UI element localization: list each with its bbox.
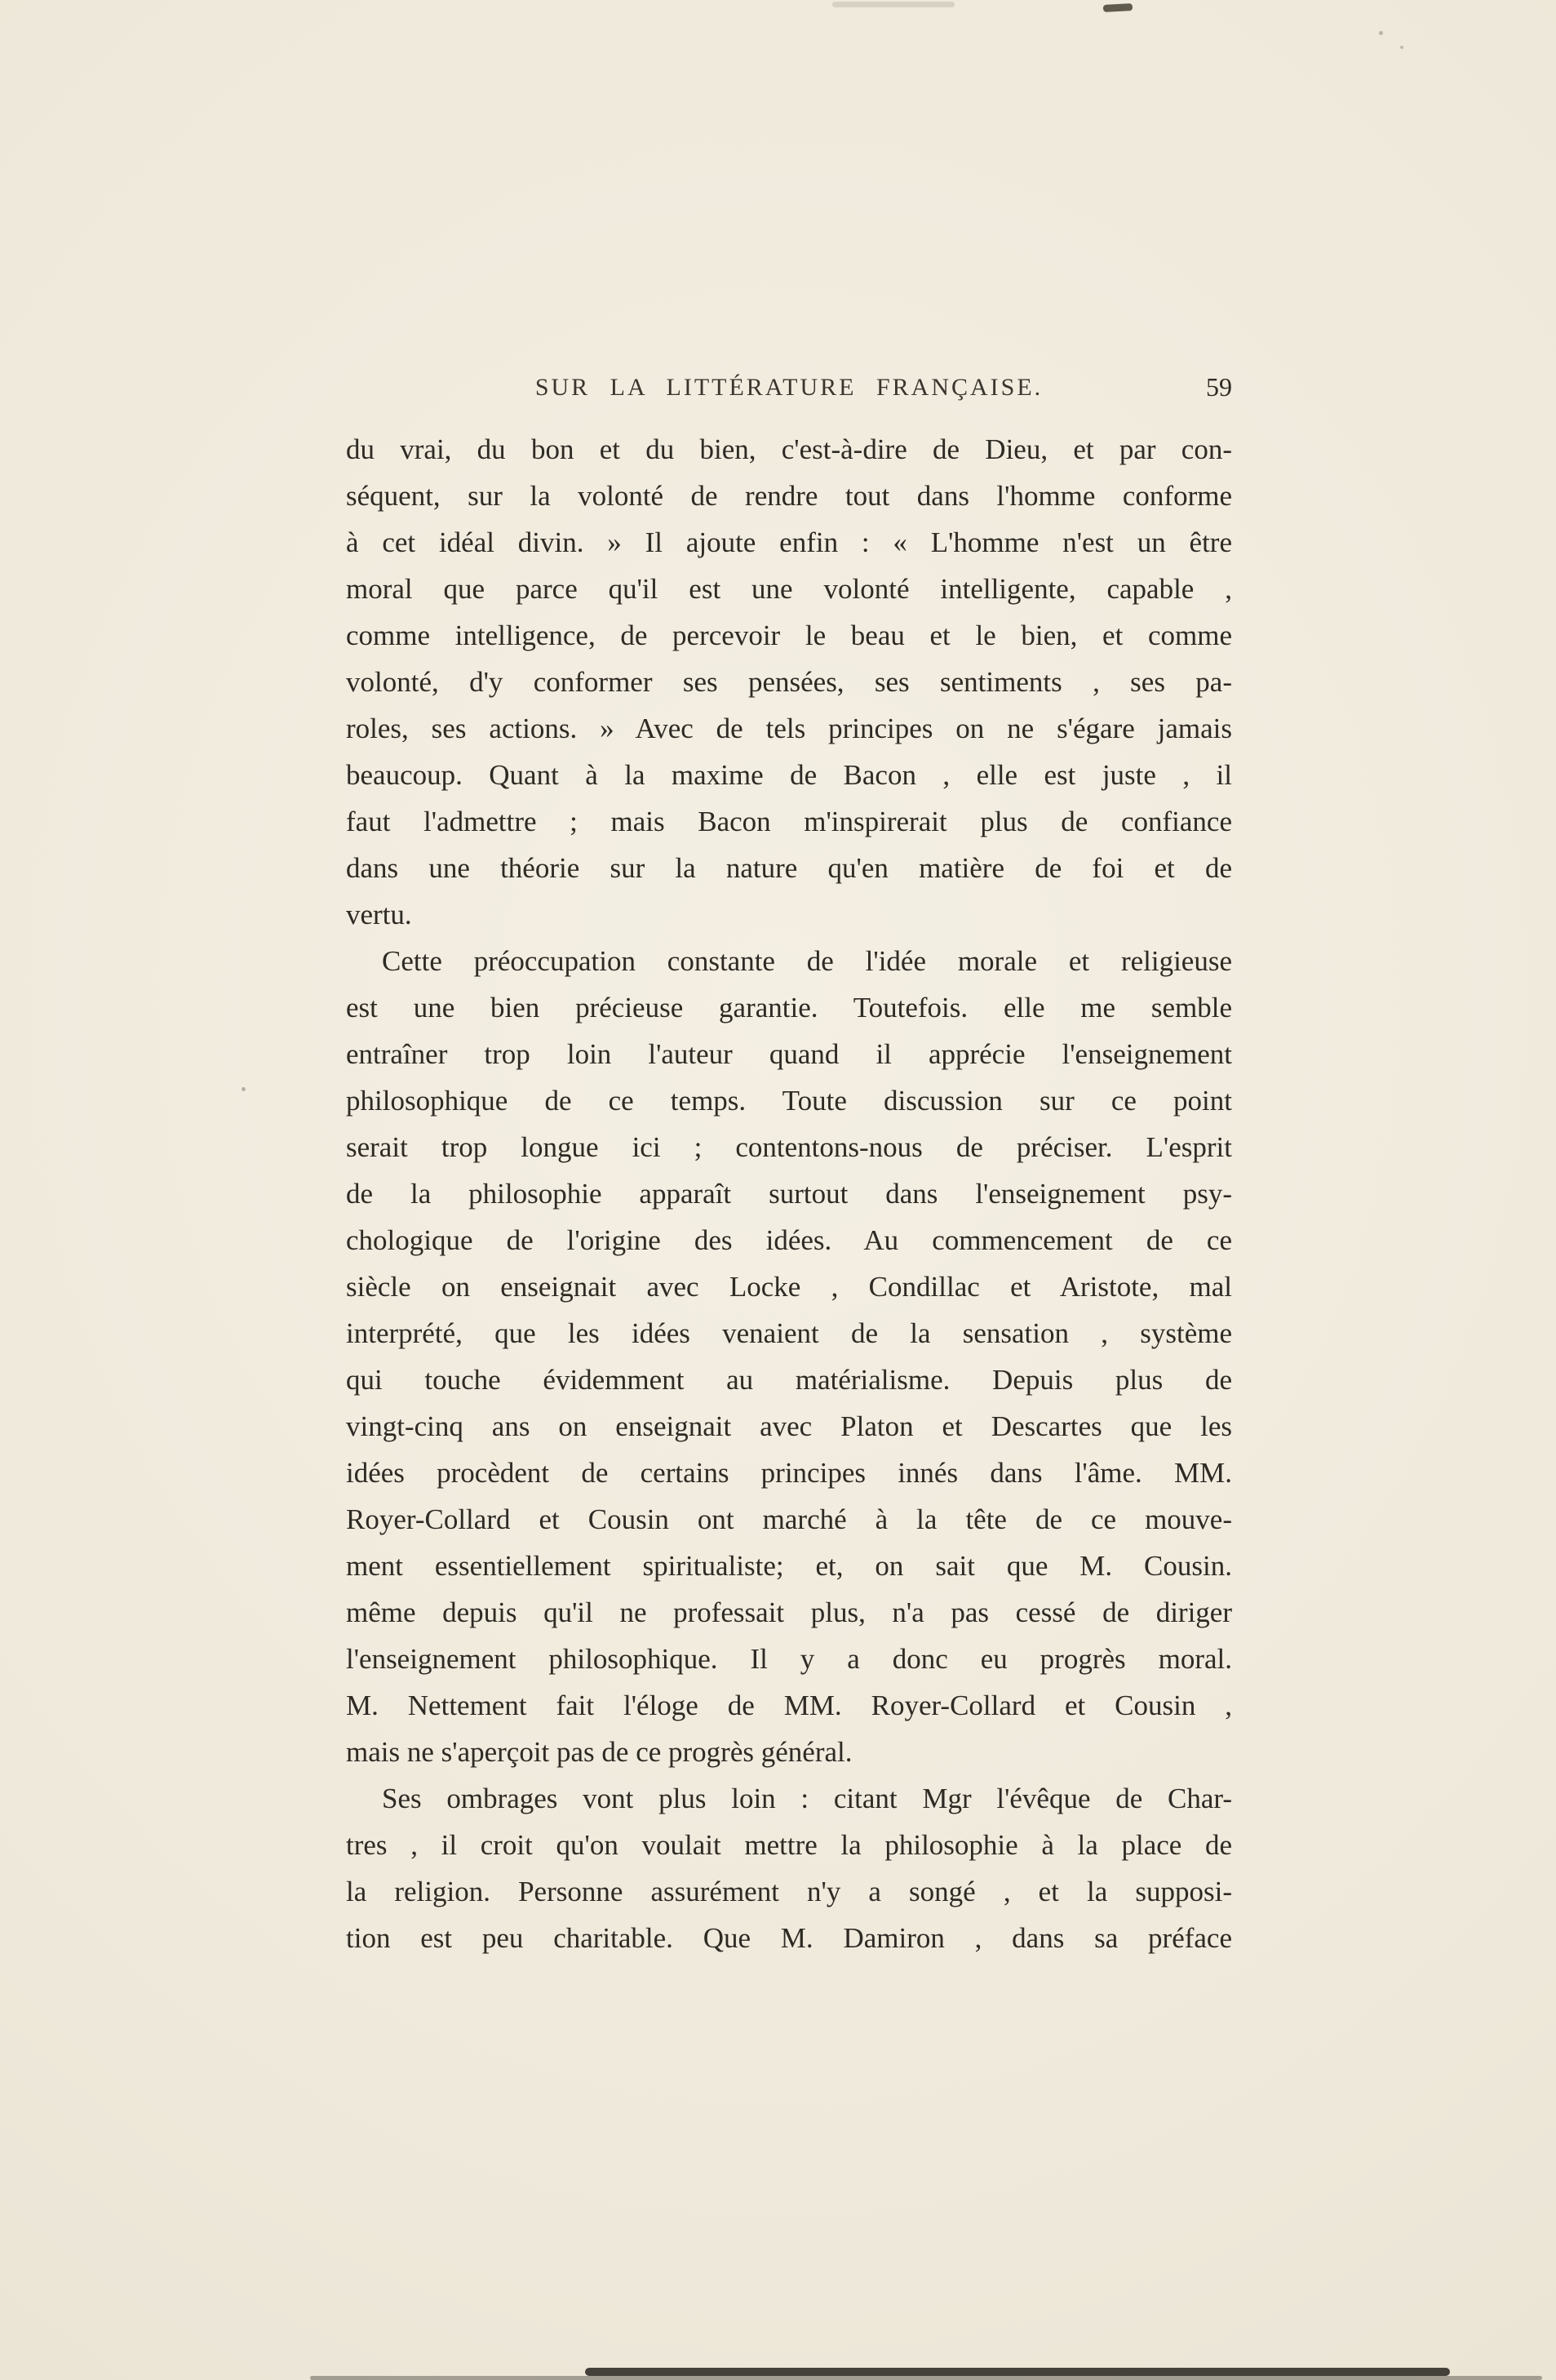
text-line: vingt-cinq ans on enseignait avec Platon et Descartes que les xyxy=(346,1410,1232,1442)
scan-speck xyxy=(242,1087,246,1091)
text-line: même depuis qu'il ne professait plus, n'a pas cessé de diriger xyxy=(346,1596,1232,1628)
scan-edge-band xyxy=(585,2368,1450,2376)
text-line: roles, ses actions. » Avec de tels principes on ne s'égare jamais xyxy=(346,713,1232,744)
text-line: dans une théorie sur la nature qu'en matière de foi et de xyxy=(346,852,1232,884)
text-line: Royer-Collard et Cousin ont marché à la tête de ce mouve- xyxy=(346,1503,1232,1535)
text-line: volonté, d'y conformer ses pensées, ses sentiments , ses pa- xyxy=(346,666,1232,698)
page-number: 59 xyxy=(1206,372,1232,402)
text-line: Cette préoccupation constante de l'idée morale et religieuse xyxy=(382,945,1232,977)
text-line: interprété, que les idées venaient de la sensation , système xyxy=(346,1317,1232,1349)
text-line: chologique de l'origine des idées. Au commencement de ce xyxy=(346,1224,1232,1256)
text-line: séquent, sur la volonté de rendre tout dans l'homme conforme xyxy=(346,480,1232,512)
text-line: philosophique de ce temps. Toute discussion sur ce point xyxy=(346,1085,1232,1117)
text-line: à cet idéal divin. » Il ajoute enfin : « L'homme n'est un être xyxy=(346,526,1232,558)
text-line: moral que parce qu'il est une volonté intelligente, capable , xyxy=(346,573,1232,605)
text-line: qui touche évidemment au matérialisme. Depuis plus de xyxy=(346,1364,1232,1396)
page-text xyxy=(346,426,1232,1961)
text-line: comme intelligence, de percevoir le beau et le bien, et comme xyxy=(346,619,1232,651)
text-line: tion est peu charitable. Que M. Damiron , dans sa préface xyxy=(346,1922,1232,1954)
running-title: SUR LA LITTÉRATURE FRANÇAISE. xyxy=(534,374,1044,401)
text-line: vertu. xyxy=(346,899,412,930)
text-line: ment essentiellement spiritualiste; et, on sait que M. Cousin. xyxy=(346,1550,1232,1582)
page-header xyxy=(346,374,1232,413)
scan-edge-band xyxy=(310,2376,1542,2380)
text-line: serait trop longue ici ; contentons-nous de préciser. L'esprit xyxy=(346,1131,1232,1163)
text-line: de la philosophie apparaît surtout dans l'enseignement psy- xyxy=(346,1178,1232,1210)
scan-smudge xyxy=(832,2,955,7)
text-line: entraîner trop loin l'auteur quand il apprécie l'enseignement xyxy=(346,1038,1232,1070)
text-line: mais ne s'aperçoit pas de ce progrès général. xyxy=(346,1736,853,1768)
text-line: tres , il croit qu'on voulait mettre la philosophie à la place de xyxy=(346,1829,1232,1861)
scan-speck xyxy=(1379,31,1383,35)
text-line: la religion. Personne assurément n'y a songé , et la supposi- xyxy=(346,1876,1232,1907)
text-line: siècle on enseignait avec Locke , Condillac et Aristote, mal xyxy=(346,1271,1232,1303)
text-line: beaucoup. Quant à la maxime de Bacon , elle est juste , il xyxy=(346,759,1232,791)
text-line: du vrai, du bon et du bien, c'est-à-dire de Dieu, et par con- xyxy=(346,433,1232,465)
paragraph xyxy=(346,426,1232,938)
text-line: l'enseignement philosophique. Il y a donc eu progrès moral. xyxy=(346,1643,1232,1675)
paragraph xyxy=(346,1775,1232,1961)
text-line: faut l'admettre ; mais Bacon m'inspirerait plus de confiance xyxy=(346,806,1232,837)
scan-speck xyxy=(1400,46,1403,49)
text-line: est une bien précieuse garantie. Toutefois. elle me semble xyxy=(346,992,1232,1023)
scan-mark xyxy=(1103,3,1133,12)
text-line: M. Nettement fait l'éloge de MM. Royer-Collard et Cousin , xyxy=(346,1690,1232,1721)
text-line: idées procèdent de certains principes innés dans l'âme. MM. xyxy=(346,1457,1232,1489)
text-line: Ses ombrages vont plus loin : citant Mgr l'évêque de Char- xyxy=(382,1783,1232,1814)
paragraph xyxy=(346,938,1232,1775)
